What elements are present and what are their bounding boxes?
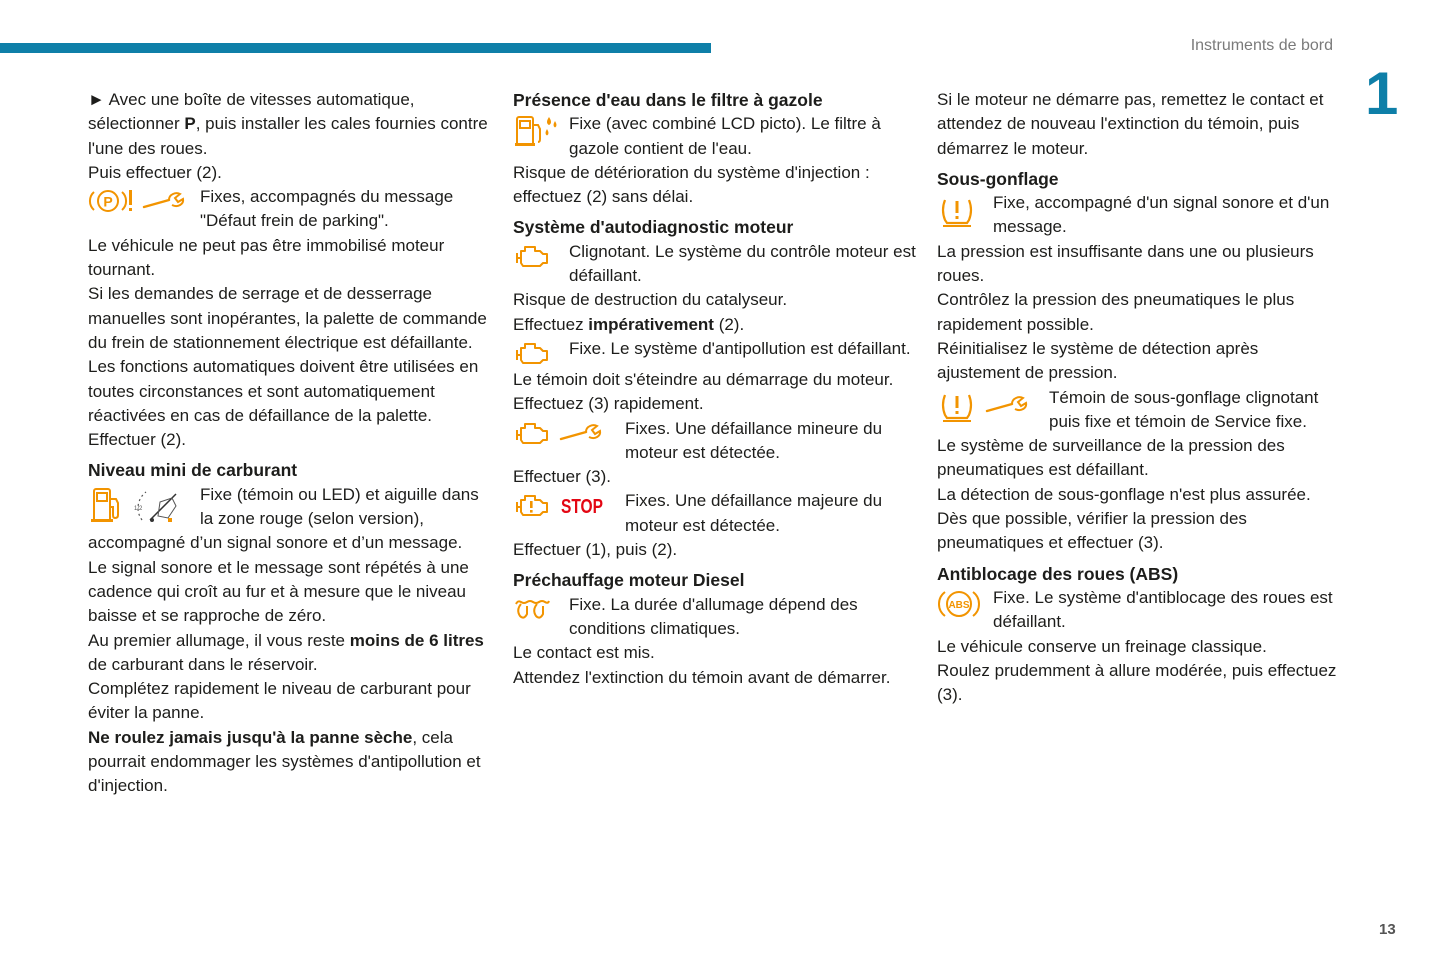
column-1: [88, 88, 488, 799]
svg-text:ABS: ABS: [948, 599, 970, 611]
paragraph: Dès que possible, vérifier la pression des pneumatiques et effectuer (3).: [937, 509, 1247, 553]
abs-row: [937, 586, 1337, 635]
section-title: Instruments de bord: [1190, 37, 1333, 54]
tyre-pressure-icon: [937, 387, 977, 423]
parking-brake-text: Fixes, accompagnés du message "Défaut frein de parking".: [200, 187, 454, 231]
paragraph: Le véhicule conserve un freinage classique.: [937, 636, 1267, 656]
paragraph: [88, 88, 488, 161]
paragraph: Risque de détérioration du système d'injection : effectuez (2) sans délai.: [513, 162, 870, 207]
tyre-pressure-row-1: [937, 191, 1337, 240]
fuel-warning-row: [88, 483, 488, 532]
paragraph: Le signal sonore et le message sont répétés à une cadence qui croît au fur et à mesure que le niveau baisse et se rapproche de zéro.: [88, 557, 469, 626]
heading-engine-diagnosis: Système d'autodiagnostic moteur: [513, 217, 794, 238]
heading-water-in-filter: Présence d'eau dans le filtre à gazole: [513, 90, 823, 110]
paragraph: Si les demandes de serrage et de desserrage manuelles sont inopérantes, la palette de commande du frein de stationnement électrique est défaillante.: [88, 284, 487, 352]
paragraph: Le contact est mis.: [513, 643, 655, 663]
tyre-pressure-icon: [937, 192, 977, 228]
engine-warning-text-3: Fixes. Une défaillance mineure du moteur est détectée.: [625, 418, 883, 462]
paragraph: La détection de sous-gonflage n'est plus assurée.: [937, 484, 1311, 504]
paragraph: Réinitialisez le système de détection après ajustement de pression.: [937, 338, 1259, 383]
icon-group: [513, 112, 569, 149]
abs-warning-icon: [937, 587, 981, 621]
tyre-pressure-text-1: Fixe, accompagné d'un signal sonore et d'un message.: [993, 193, 1330, 237]
paragraph: accompagné d’un signal sonore et d’un message.: [88, 533, 463, 553]
text: (2).: [713, 314, 745, 334]
page-number: 13: [1379, 921, 1396, 938]
engine-check-icon: [513, 418, 551, 448]
paragraph: Le véhicule ne peut pas être immobilisé moteur tournant.: [88, 235, 445, 280]
engine-check-icon: [513, 241, 551, 271]
paragraph: [88, 629, 488, 678]
paragraph: Attendez l'extinction du témoin avant de démarrer.: [513, 667, 891, 687]
icon-group: [937, 386, 1049, 423]
parking-brake-warning-icon: [88, 186, 134, 216]
paragraph: Le témoin doit s'éteindre au démarrage du moteur.: [513, 369, 894, 389]
glow-plug-icon: [513, 594, 551, 624]
column-3: [937, 88, 1337, 707]
engine-warning-row-2: [513, 337, 918, 368]
preheat-row: [513, 593, 918, 642]
icon-group: [513, 417, 625, 448]
icon-group: [513, 240, 569, 271]
heading-diesel-preheat: Préchauffage moteur Diesel: [513, 570, 745, 591]
heading-fuel-level: Niveau mini de carburant: [88, 460, 298, 481]
fuel-gauge-icon: [132, 484, 182, 526]
preheat-text: Fixe. La durée d'allumage dépend des conditions climatiques.: [569, 594, 858, 638]
service-wrench-icon: [985, 394, 1029, 416]
paragraph: Puis effectuer (2).: [88, 162, 222, 182]
icon-group: [88, 185, 200, 216]
paragraph: [88, 726, 488, 799]
paragraph: Les fonctions automatiques doivent être utilisées en toutes circonstances et sont automatiquement réactivées en cas de défaillance de la palette.: [88, 357, 479, 425]
service-wrench-icon: [559, 422, 603, 444]
top-accent-bar: [0, 43, 711, 53]
paragraph: La pression est insuffisante dans une ou plusieurs roues.: [937, 241, 1314, 286]
paragraph: Effectuer (2).: [88, 430, 186, 450]
engine-warning-row-1: [513, 240, 918, 289]
engine-warning-text-4: Fixes. Une défaillance majeure du moteur est détectée.: [625, 491, 883, 535]
bold-text: moins de 6 litres: [349, 630, 484, 650]
paragraph: Effectuer (3).: [513, 467, 611, 487]
column-2: [513, 88, 918, 690]
water-in-filter-row: [513, 112, 918, 161]
text: , cela pourrait endommager les systèmes d'antipollution et d'injection.: [88, 727, 481, 796]
paragraph: Roulez prudemment à allure modérée, puis effectuez (3).: [937, 660, 1337, 705]
svg-text:STOP: STOP: [561, 496, 603, 519]
stop-warning-icon: [559, 490, 605, 520]
water-in-filter-text: Fixe (avec combiné LCD picto). Le filtre à gazole contient de l'eau.: [569, 114, 881, 158]
icon-group: [513, 337, 569, 368]
paragraph: Effectuez (3) rapidement.: [513, 394, 704, 414]
text: , puis installer les cales fournies contre l'une des roues.: [88, 114, 488, 158]
engine-warning-text-1: Clignotant. Le système du contrôle moteur est défaillant.: [569, 241, 916, 286]
water-in-diesel-filter-icon: [513, 113, 559, 149]
paragraph: Le système de surveillance de la pression des pneumatiques est défaillant.: [937, 436, 1285, 480]
engine-warning-exclamation-icon: [513, 490, 551, 520]
paragraph: Contrôlez la pression des pneumatiques le plus rapidement possible.: [937, 290, 1295, 334]
bold-text: Ne roulez jamais jusqu'à la panne sèche: [88, 727, 413, 747]
parking-brake-warning-row: [88, 185, 488, 234]
engine-warning-row-4: [513, 489, 918, 538]
engine-warning-text-2: Fixe. Le système d'antipollution est défaillant.: [569, 338, 911, 358]
svg-text:1/2: 1/2: [134, 505, 143, 512]
tyre-pressure-row-2: [937, 386, 1337, 435]
bold-text: impérativement: [588, 314, 714, 334]
paragraph: Complétez rapidement le niveau de carburant pour éviter la panne.: [88, 679, 471, 723]
text: Au premier allumage, il vous reste: [88, 630, 350, 650]
icon-group: [937, 191, 993, 228]
icon-group: [513, 593, 569, 624]
svg-text:P: P: [103, 193, 113, 210]
icon-group: [88, 483, 200, 526]
abs-text: Fixe. Le système d'antiblocage des roues est défaillant.: [993, 587, 1333, 632]
chapter-number: 1: [1365, 60, 1399, 127]
paragraph: Effectuer (1), puis (2).: [513, 540, 678, 560]
engine-check-icon: [513, 338, 551, 368]
text: de carburant dans le réservoir.: [88, 654, 318, 674]
fuel-warning-text: Fixe (témoin ou LED) et aiguille dans la zone rouge (selon version),: [200, 484, 479, 529]
engine-warning-row-3: [513, 417, 918, 466]
paragraph: Si le moteur ne démarre pas, remettez le contact et attendez de nouveau l'extinction du témoin, puis démarrez le moteur.: [937, 90, 1324, 158]
text: ► Avec une boîte de vitesses automatique, sélectionner: [88, 90, 415, 134]
icon-group: [937, 586, 993, 621]
heading-abs: Antiblocage des roues (ABS): [937, 563, 1179, 584]
text: Effectuez: [513, 314, 589, 334]
fuel-pump-icon: [88, 485, 124, 525]
icon-group: [513, 489, 625, 520]
heading-under-inflation: Sous-gonflage: [937, 168, 1059, 189]
service-wrench-icon: [142, 190, 186, 212]
bold-text: P: [184, 114, 196, 134]
paragraph: Risque de destruction du catalyseur.: [513, 290, 788, 310]
tyre-pressure-text-2: Témoin de sous-gonflage clignotant puis fixe et témoin de Service fixe.: [1049, 387, 1319, 431]
paragraph: [513, 313, 918, 337]
